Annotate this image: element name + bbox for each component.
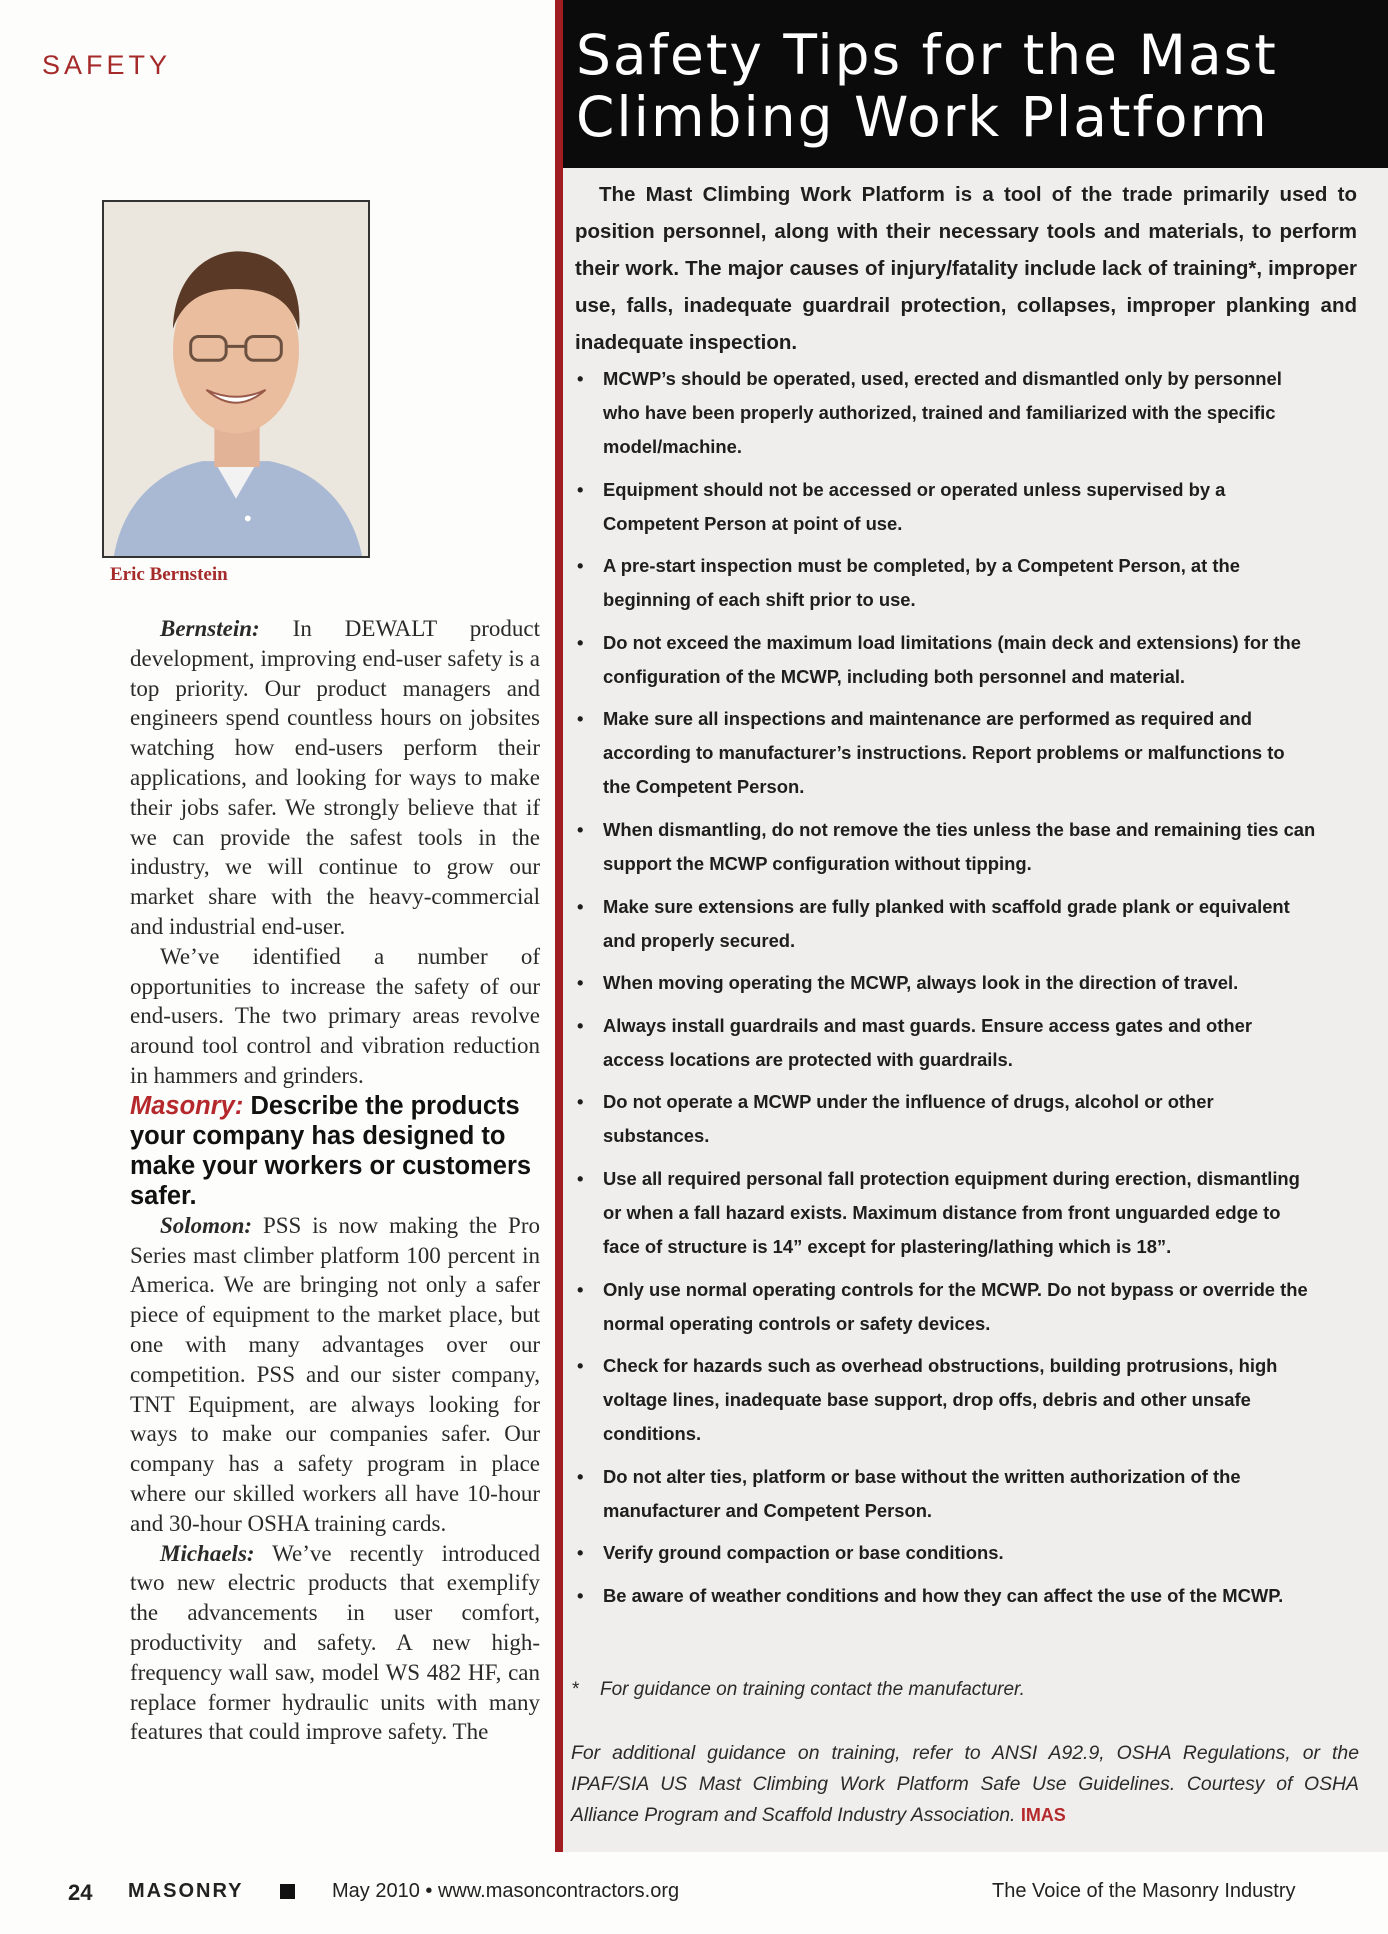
paragraph	[130, 1539, 540, 1748]
list-item: • Always install guardrails and mast guards. Ensure access gates and other access locations are protected with guardrails.	[575, 1009, 1357, 1077]
page-number: 24	[68, 1880, 93, 1905]
safety-tips-list	[575, 362, 1357, 1622]
paragraph-text: PSS is now making the Pro Series mast climber platform 100 percent in America. We are bringing not only a safer piece of equipment to the market place, but one with many advantages over our competition. PSS and our sister company, TNT Equipment, are always looking for ways to make our companies safer. Our company has a safety program in place where our skilled workers all have 10-hour and 30-hour OSHA training cards.	[130, 1212, 540, 1536]
paragraph-text: We’ve recently introduced two new electric products that exemplify the advancements in user comfort, productivity and safety. A new high-frequency wall saw, model WS 482 HF, can replace former hydraulic units with many features that could improve safety. The	[130, 1540, 540, 1745]
magazine-name: MASONRY	[128, 1880, 244, 1902]
list-item: • Verify ground compaction or base conditions.	[575, 1536, 1357, 1570]
list-item: • Only use normal operating controls for the MCWP. Do not bypass or override the normal operating controls or safety devices.	[575, 1273, 1357, 1341]
issue-info: May 2010 • www.masoncontractors.org	[332, 1880, 680, 1902]
list-item: • MCWP’s should be operated, used, erected and dismantled only by personnel who have been properly authorized, trained and familiarized with the specific model/machine.	[575, 362, 1357, 464]
list-item: • Check for hazards such as overhead obstructions, building protrusions, high voltage lines, inadequate base support, drop offs, debris and other unsafe conditions.	[575, 1349, 1357, 1451]
footnote-text: For guidance on training contact the manufacturer.	[600, 1679, 1025, 1700]
question-label: Masonry:	[130, 1091, 244, 1120]
end-mark: IMAS	[1020, 1805, 1066, 1825]
square-bullet-icon	[280, 1884, 295, 1899]
list-item: • Equipment should not be accessed or operated unless supervised by a Competent Person at point of use.	[575, 473, 1357, 541]
list-item: • Do not alter ties, platform or base without the written authorization of the manufacturer and Competent Person.	[575, 1460, 1357, 1528]
list-item: • Make sure extensions are fully planked with scaffold grade plank or equivalent and properly secured.	[575, 890, 1357, 958]
speaker-label: Bernstein:	[160, 616, 260, 641]
training-footnote	[572, 1675, 1352, 1705]
speaker-label: Solomon:	[160, 1212, 253, 1238]
list-item: • When moving operating the MCWP, always look in the direction of travel.	[575, 966, 1357, 1000]
paragraph: We’ve identified a number of opportunities to increase the safety of our end-users. The two primary areas revolve around tool control and vibration reduction in hammers and grinders.	[130, 943, 540, 1088]
list-item: • Use all required personal fall protection equipment during erection, dismantling or when a fall hazard exists. Maximum distance from front unguarded edge to face of structure is 14” except for plastering/lathing which is 18”.	[575, 1162, 1357, 1264]
magazine-tagline: The Voice of the Masonry Industry	[992, 1880, 1296, 1902]
paragraph-text: In DEWALT product development, improving end-user safety is a top priority. Our product managers and engineers spend countless hours on jobsites watching how end-users perform their applications, and looking for ways to make their jobs safer. We strongly believe that if we can provide the safest tools in the industry, we will continue to grow our market share with the heavy-commercial and industrial end-user.	[130, 616, 541, 939]
interview-column	[130, 614, 540, 1747]
interview-question	[130, 1091, 540, 1211]
footnote-marker: *	[572, 1679, 580, 1700]
speaker-label: Michaels:	[160, 1540, 255, 1566]
list-item: • Be aware of weather conditions and how they can affect the use of the MCWP.	[575, 1579, 1357, 1613]
page-footer	[0, 1880, 1388, 1916]
photo-caption: Eric Bernstein	[110, 564, 228, 585]
sidebar-title: Safety Tips for the Mast Climbing Work Platform	[576, 23, 1278, 149]
paragraph	[130, 1211, 540, 1539]
guidance-text: For additional guidance on training, refer to ANSI A92.9, OSHA Regulations, or the IPAF/SIA US Mast Climbing Work Platform Safe Use Guidelines. Courtesy of OSHA Alliance Program and Scaffold Industry Association.	[571, 1742, 1359, 1826]
sidebar-accent-bar	[555, 0, 563, 1852]
paragraph	[130, 614, 540, 942]
list-item: • A pre-start inspection must be completed, by a Competent Person, at the beginning of each shift prior to use.	[575, 549, 1357, 617]
list-item: • Make sure all inspections and maintenance are performed as required and according to manufacturer’s instructions. Report problems or malfunctions to the Competent Person.	[575, 702, 1357, 804]
sidebar-intro: The Mast Climbing Work Platform is a tool of the trade primarily used to position personnel, along with their necessary tools and materials, to perform their work. The major causes of injury/fatality include lack of training*, improper use, falls, inadequate guardrail protection, collapses, improper planking and inadequate inspection.	[575, 183, 1357, 354]
guidance-note	[571, 1738, 1359, 1831]
section-label: SAFETY	[42, 50, 172, 80]
question-text: Describe the products your company has designed to make your workers or customers safer.	[130, 1091, 532, 1210]
list-item: • When dismantling, do not remove the ties unless the base and remaining ties can support the MCWP configuration without tipping.	[575, 813, 1357, 881]
list-item: • Do not exceed the maximum load limitations (main deck and extensions) for the configuration of the MCWP, including both personnel and material.	[575, 626, 1357, 694]
list-item: • Do not operate a MCWP under the influence of drugs, alcohol or other substances.	[575, 1085, 1357, 1153]
portrait-illustration	[104, 202, 368, 556]
author-photo	[102, 200, 370, 558]
